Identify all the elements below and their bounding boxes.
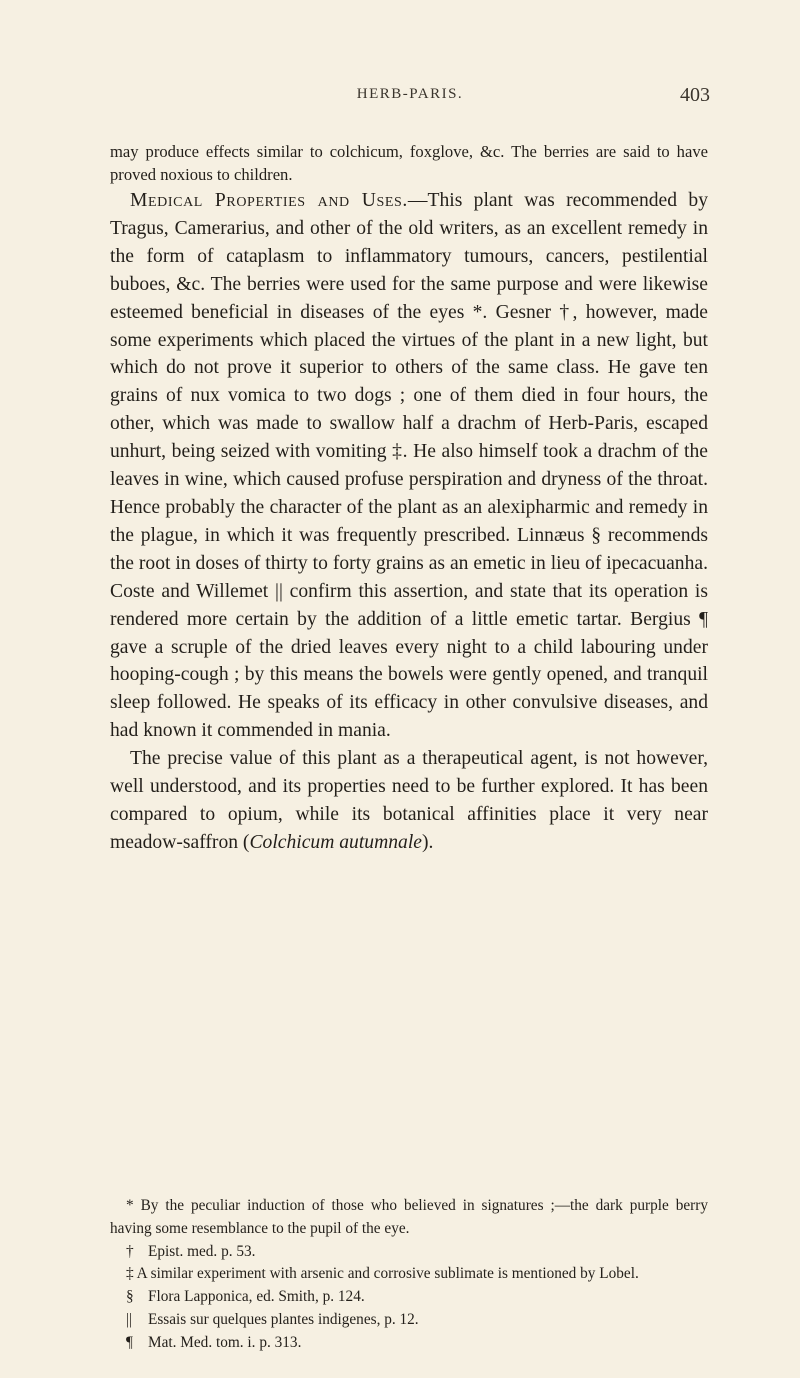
footnote [110, 1263, 708, 1286]
page-header [110, 86, 710, 112]
species-name: Colchicum autumnale [249, 831, 422, 853]
running-title: HERB-PARIS. [356, 86, 464, 102]
intro-paragraph [110, 140, 708, 186]
footnote-text: A similar experiment with arsenic and corrosive sublimate is mentioned by Lobel. [136, 1265, 639, 1283]
footnote [110, 1309, 708, 1332]
value-end: ). [421, 831, 434, 853]
footnote-symbol: ‡ [126, 1265, 134, 1283]
footnote-symbol: || [126, 1310, 133, 1328]
footnotes [110, 1195, 708, 1355]
footnote-symbol: ¶ [126, 1333, 133, 1351]
footnote-symbol: * [126, 1197, 134, 1214]
footnote-symbol: § [126, 1288, 134, 1306]
footnote-text: Flora Lapponica, ed. Smith, p. 124. [148, 1288, 365, 1306]
medical-text: —This plant was recommended by Tragus, Camerarius, and other of the old writers, as an excellent remedy in the form of cataplasm to inflammatory tumours, cancers, pestilential buboes, &c. The berries were used for the same purpose and were likewise esteemed beneficial in diseases of the eyes *. Gesner †, however, made some experiments which placed the virtues of the plant in a new light, but which do not prove it superior to others of the same class. He gave ten grains of nux vomica to two dogs ; one of them died in four hours, the other, which was made to swallow half a drachm of Herb-Paris, escaped unhurt, being seized with vomiting ‡. He also himself took a drachm of the leaves in wine, which caused profuse perspiration and dryness of the throat. Hence probably the character of the plant as an alexipharmic and remedy in the plague, in which it was frequently prescribed. Linnæus § recommends the root in doses of thirty to forty grains as an emetic in lieu of ipecacuanha. Coste and Willemet || confirm this assertion, and state that its operation is rendered more certain by the addition of a little emetic tartar. Bergius ¶ gave a scruple of the dried leaves every night to a child labouring under hooping-cough ; by this means the bowels were gently opened, and tranquil sleep followed. He speaks of its efficacy in other convulsive diseases, and had known it commended in mania. [110, 190, 709, 742]
value-paragraph [110, 745, 708, 857]
medical-properties-section [110, 187, 708, 857]
value-text: The precise value of this plant as a therapeutical agent, is not however, well understood, and its properties need to be further explored. It has been compared to opium, while its botanical affinities place it very near meadow-saffron ( [110, 748, 708, 853]
footnote-text: By the peculiar induction of those who believed in signatures ;—the dark purple berry having some resemblance to the pupil of the eye. [110, 1197, 708, 1237]
medical-paragraph [110, 187, 708, 745]
intro-text: may produce effects similar to colchicum, foxglove, &c. The berries are said to have proved noxious to children. [110, 142, 708, 184]
footnote [110, 1286, 708, 1309]
section-heading: Medical Properties and Uses. [130, 190, 408, 211]
footnote-text: Essais sur quelques plantes indigenes, p. 12. [148, 1310, 419, 1328]
footnote-symbol: † [126, 1242, 134, 1260]
footnote-text: Epist. med. p. 53. [148, 1242, 256, 1260]
footnote [110, 1241, 708, 1264]
footnote [110, 1195, 708, 1241]
footnote-text: Mat. Med. tom. i. p. 313. [148, 1333, 302, 1351]
footnote [110, 1332, 708, 1355]
page-number: 403 [680, 84, 710, 106]
